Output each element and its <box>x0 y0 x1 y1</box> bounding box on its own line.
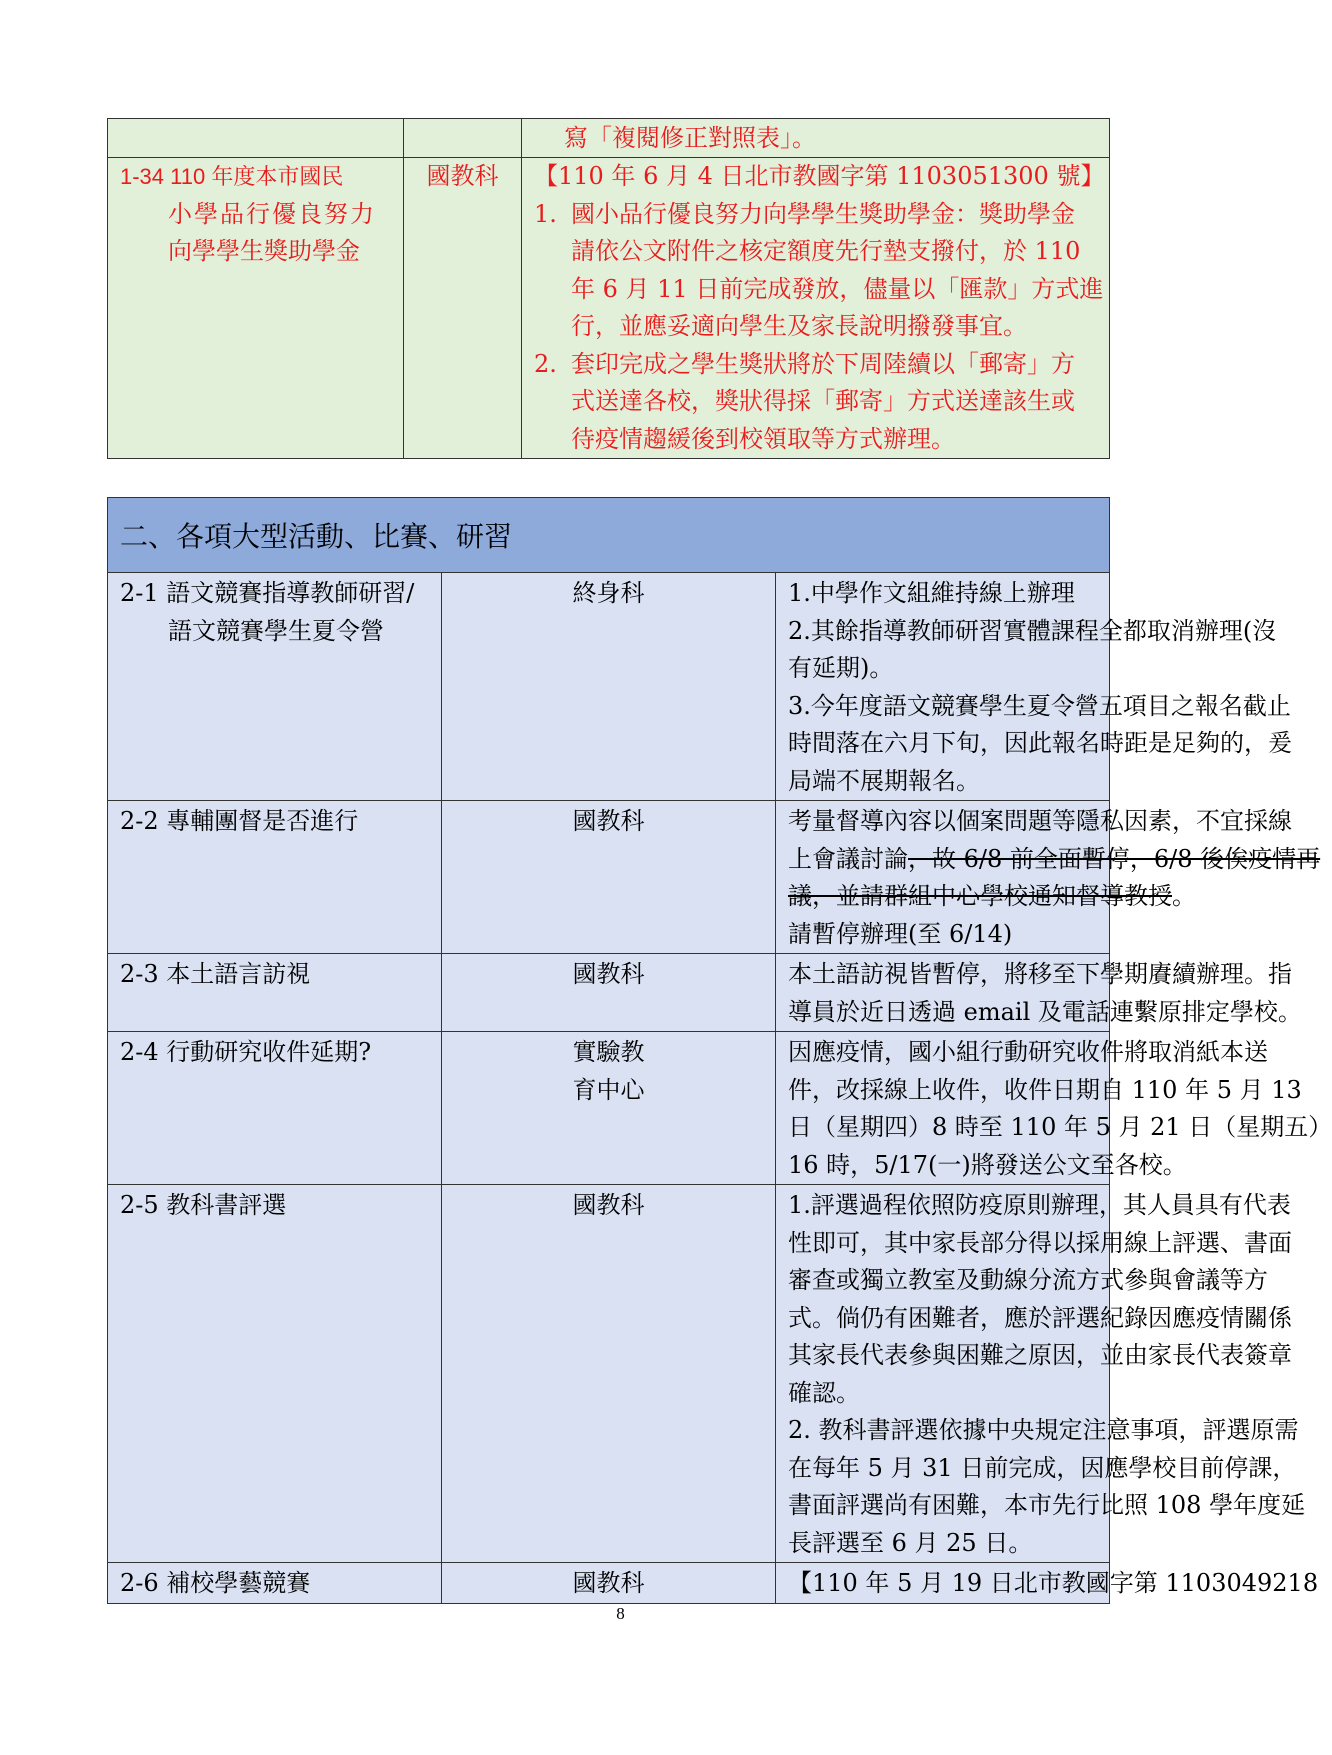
list-item <box>534 196 1109 346</box>
unit-label: 實驗教 <box>572 1038 645 1066</box>
desc-text: 上會議討論 <box>788 844 908 873</box>
item-title-line: 2-2 專輔團督是否進行 <box>120 807 359 835</box>
table-header-row <box>108 498 1110 573</box>
desc-line: 長評選至 6 月 25 日。 <box>788 1528 1033 1557</box>
desc-line: 考量督導內容以個案問題等隱私因素，不宜採線 <box>788 807 1292 835</box>
desc-line: 其家長代表參與困難之原因，並由家長代表簽章 <box>788 1341 1292 1369</box>
desc-line: 2.其餘指導教師研習實體課程全都取消辦理(沒 <box>788 616 1277 645</box>
section-title: 二、各項大型活動、比賽、研習 <box>120 520 513 553</box>
cell-item <box>108 801 442 954</box>
unit-label: 國教科 <box>572 807 645 835</box>
cell-unit <box>404 119 522 158</box>
desc-line: 1.評選過程依照防疫原則辦理，其人員具有代表 <box>788 1191 1291 1219</box>
item-title-line: 1-34 110 年度本市國民 <box>120 164 344 189</box>
table-section-2 <box>107 497 1332 1604</box>
unit-label: 國教科 <box>426 162 499 190</box>
desc-line: 3.今年度語文競賽學生夏令營五項目之報名截止 <box>788 691 1291 720</box>
table-row <box>108 573 1110 801</box>
cell-item <box>108 573 442 801</box>
item-title-line: 向學學生獎助學金 <box>168 237 360 265</box>
list-line: 請依公文附件之核定額度先行墊支撥付，於 110 <box>571 237 1081 265</box>
desc-line: 式。倘仍有困難者，應於評選紀錄因應疫情關係 <box>788 1303 1292 1332</box>
unit-label: 國教科 <box>572 960 645 988</box>
table-row <box>108 954 1110 1032</box>
list-line: 式送達各校，獎狀得採「郵寄」方式送達該生或 <box>571 387 1075 415</box>
desc-line: 確認。 <box>788 1378 860 1407</box>
cell-unit <box>442 1185 776 1563</box>
table-row-1-34 <box>108 158 1110 459</box>
item-title-line: 語文競賽學生夏令營 <box>168 616 384 645</box>
list-number: 1. <box>534 199 557 228</box>
desc-line: 局端不展期報名。 <box>788 766 980 795</box>
cell-item <box>108 1563 442 1604</box>
desc-line: 請暫停辦理(至 6/14) <box>788 919 1013 948</box>
cell-desc <box>776 1032 1332 1185</box>
desc-line <box>788 841 1321 879</box>
doc-ref: 【110 年 5 月 19 日北市教國字第 1103049218 <box>788 1569 1319 1597</box>
table-row <box>108 1185 1110 1563</box>
table-row <box>108 1032 1110 1185</box>
desc-line: 本土語訪視皆暫停，將移至下學期賡續辦理。指 <box>788 960 1292 988</box>
cell-desc <box>776 1185 1306 1563</box>
page-number: 8 <box>616 1604 625 1623</box>
list-line: 行，並應妥適向學生及家長說明撥發事宜。 <box>571 312 1027 340</box>
list-line: 國小品行優良努力向學學生獎助學金：獎助學金 <box>571 199 1075 228</box>
desc-line: 有延期)。 <box>788 654 894 682</box>
cell-item <box>108 158 404 459</box>
unit-label: 育中心 <box>572 1075 645 1104</box>
cell-item <box>108 1032 442 1185</box>
item-title-line: 2-4 行動研究收件延期? <box>120 1038 372 1066</box>
item-title-line: 2-1 語文競賽指導教師研習/ <box>120 579 415 607</box>
cell-unit <box>442 1032 776 1185</box>
section-header <box>108 498 1110 573</box>
cell-desc <box>776 801 1321 954</box>
continuation-text: 寫「複閱修正對照表」。 <box>564 124 816 152</box>
list-number: 2. <box>534 349 557 378</box>
unit-label: 國教科 <box>572 1569 645 1597</box>
desc-text: 。 <box>1172 882 1196 910</box>
desc-line: 在每年 5 月 31 日前完成，因應學校目前停課， <box>788 1453 1297 1482</box>
table-item-1-34 <box>107 118 1110 459</box>
desc-line: 性即可，其中家長部分得以採用線上評選、書面 <box>788 1228 1292 1257</box>
cell-desc <box>776 954 1302 1032</box>
cell-unit <box>442 801 776 954</box>
cell-item <box>108 119 404 158</box>
cell-item <box>108 954 442 1032</box>
item-title-line: 小學品行優良努力 <box>168 199 376 228</box>
cell-unit <box>442 1563 776 1604</box>
item-title-line: 2-5 教科書評選 <box>120 1191 287 1219</box>
cell-desc <box>776 1563 1319 1604</box>
desc-line: 日（星期四）8 時至 110 年 5 月 21 日（星期五） <box>788 1113 1332 1141</box>
cell-unit <box>442 573 776 801</box>
desc-line: 件，改採線上收件，收件日期自 110 年 5 月 13 <box>788 1075 1302 1104</box>
item-title-line: 2-3 本土語言訪視 <box>120 960 311 988</box>
desc-line: 時間落在六月下旬，因此報名時距是足夠的，爰 <box>788 729 1292 757</box>
cell-item <box>108 1185 442 1563</box>
desc-line: 16 時，5/17(一)將發送公文至各校。 <box>788 1150 1187 1179</box>
desc-line: 因應疫情，國小組行動研究收件將取消紙本送 <box>788 1038 1268 1066</box>
unit-label: 終身科 <box>572 579 645 607</box>
list-line: 年 6 月 11 日前完成發放，儘量以「匯款」方式進 <box>571 274 1104 303</box>
desc-line: 審查或獨立教室及動線分流方式參與會議等方 <box>788 1266 1268 1294</box>
list-item <box>534 346 1109 459</box>
desc-line <box>788 878 1196 916</box>
item-title-line: 2-6 補校學藝競賽 <box>120 1569 311 1597</box>
desc-line: 1.中學作文組維持線上辦理 <box>788 579 1075 607</box>
desc-line: 2. 教科書評選依據中央規定注意事項，評選原需 <box>788 1416 1299 1444</box>
desc-line: 導員於近日透過 email 及電話連繫原排定學校。 <box>788 997 1302 1026</box>
cell-unit <box>404 158 522 459</box>
cell-desc <box>522 158 1110 459</box>
doc-ref: 【110 年 6 月 4 日北市教國字第 1103051300 號】 <box>534 162 1105 190</box>
struck-text: ，故 6/8 前全面暫停，6/8 後俟疫情再 <box>908 844 1321 873</box>
table-row <box>108 1563 1110 1604</box>
struck-text: 議，並請群組中心學校通知督導教授 <box>788 882 1172 910</box>
table-row-continuation <box>108 119 1110 158</box>
cell-desc <box>522 119 1110 158</box>
list-line: 套印完成之學生獎狀將於下周陸續以「郵寄」方 <box>571 349 1075 378</box>
unit-label: 國教科 <box>572 1191 645 1219</box>
desc-line: 書面評選尚有困難，本市先行比照 108 學年度延 <box>788 1491 1306 1519</box>
cell-unit <box>442 954 776 1032</box>
list-line: 待疫情趨緩後到校領取等方式辦理。 <box>571 424 955 453</box>
table-row <box>108 801 1110 954</box>
cell-desc <box>776 573 1292 801</box>
